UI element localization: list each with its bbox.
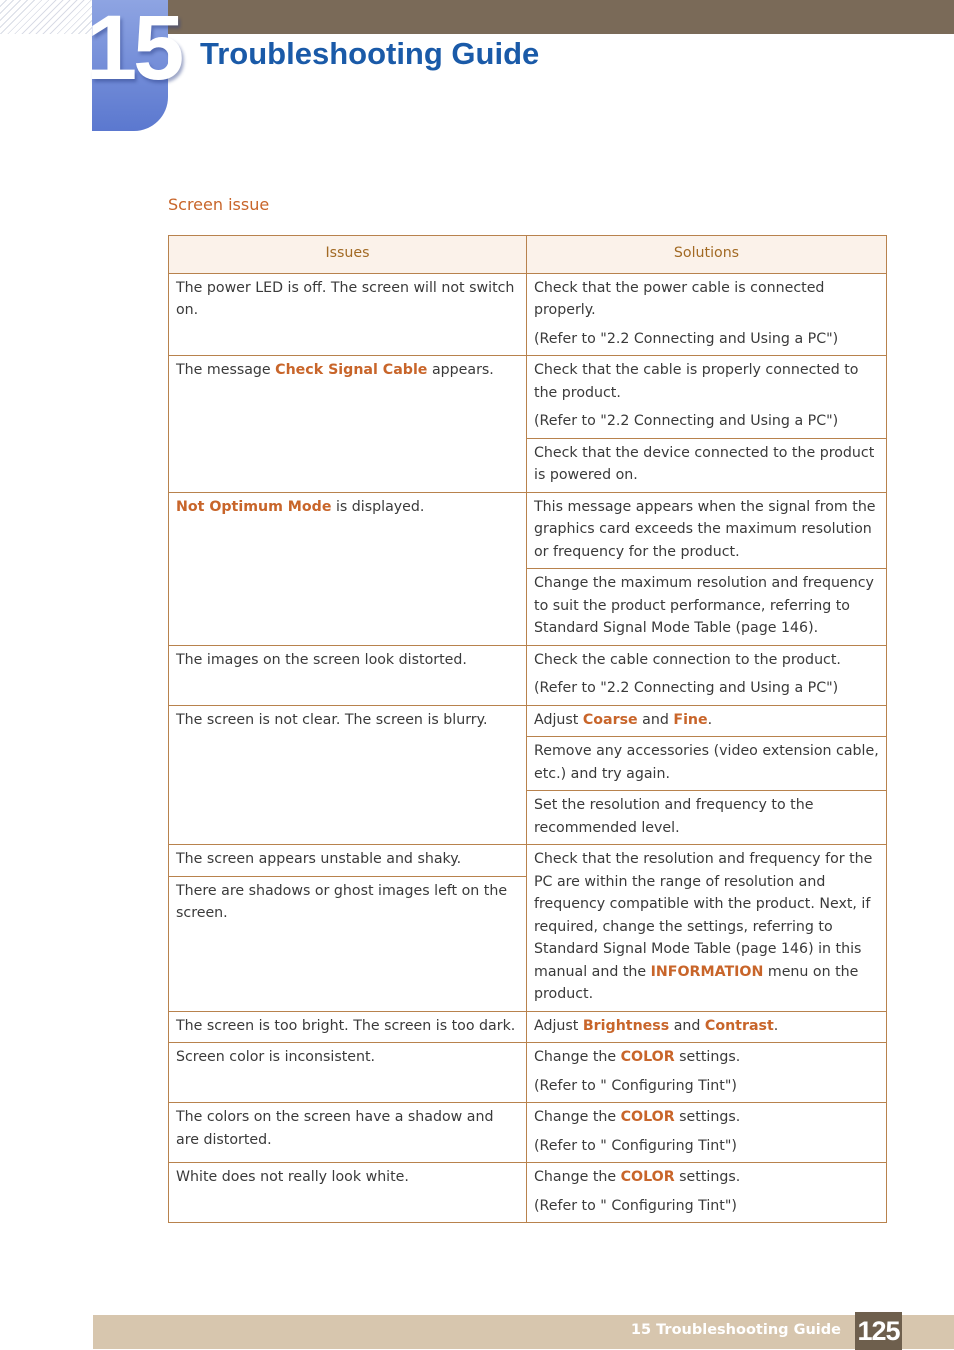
table-row [169,1163,887,1223]
table-row [169,1011,887,1043]
troubleshooting-table [168,235,887,1223]
table-header-row [169,236,887,274]
highlight-term: Not Optimum Mode [176,498,332,515]
header-hatch-pattern [0,0,92,34]
issue-cell [169,1103,527,1163]
solution-text-part: menu on the product. [534,963,859,1002]
solution-text [534,848,879,1006]
solution-cell [527,845,887,1012]
solution-text-part: settings. [674,1109,741,1125]
solution-text [534,709,879,732]
solution-cell [527,492,887,569]
issue-text-part: appears. [427,362,494,378]
solution-cell [527,737,887,791]
solution-reference: (Refer to "2.2 Connecting and Using a PC") [534,413,839,429]
solution-cell [527,1043,887,1103]
solution-text [534,1046,879,1069]
column-header-solutions: Solutions [527,236,887,274]
header-bar [92,0,954,34]
issue-cell [169,1043,527,1103]
issue-cell [169,645,527,705]
table-row [169,645,887,705]
issue-text: The screen is not clear. The screen is blurry. [176,711,488,728]
solution-cell [527,705,887,737]
page-number: 125 [855,1312,902,1350]
issue-text: The colors on the screen have a shadow and are distorted. [176,1109,494,1148]
highlight-term: Fine [673,711,708,728]
issue-text [176,359,519,382]
solution-text-part: . [707,711,713,728]
solution-cell [527,1011,887,1043]
solution-text: Set the resolution and frequency to the recommended level. [534,797,814,836]
solution-text-part: settings. [674,1169,741,1185]
issue-cell [169,273,527,356]
highlight-term: Contrast [704,1017,774,1034]
footer-chapter-label: 15 Troubleshooting Guide [630,1322,841,1338]
issue-cell [169,705,527,845]
solution-text-part: Change the [534,1169,621,1185]
section-title: Screen issue [168,195,270,214]
solution-reference: (Refer to " Configuring Tint") [534,1197,737,1214]
issue-cell [169,1163,527,1223]
solution-text-part: Check that the resolution and frequency for the PC are within the range of resolution and frequency compatible with the product. Next, if required, change the settings, referring to Standard Signal Mode Table (page 146) in this manual and the [534,851,873,980]
solution-cell [527,791,887,845]
issue-cell [169,876,527,1011]
issue-text: The screen appears unstable and shaky. [176,851,462,867]
table-row [169,273,887,356]
solution-text: Check that the device connected to the product is powered on. [534,444,875,483]
table-row [169,1043,887,1103]
issue-cell [169,1011,527,1043]
solution-text: Check that the power cable is connected properly. [534,279,825,318]
solution-text-part: Change the [534,1049,621,1065]
solution-text-part: . [773,1017,779,1034]
highlight-term: COLOR [620,1169,675,1185]
table-row [169,705,887,737]
solution-cell [527,645,887,705]
chapter-badge [86,0,181,131]
issue-cell [169,356,527,493]
solution-text-part: and [669,1017,705,1034]
solution-text-part: Change the [534,1109,621,1125]
solution-reference: (Refer to " Configuring Tint") [534,1137,737,1154]
solution-text [534,1106,879,1129]
solution-cell [527,356,887,439]
highlight-term: Check Signal Cable [275,362,428,378]
issue-text-part: The message [176,362,276,378]
issue-text: The images on the screen look distorted. [176,651,467,668]
issue-text: There are shadows or ghost images left on the screen. [176,882,508,921]
solution-text: This message appears when the signal from the graphics card exceeds the maximum resolution or frequency for the product. [534,498,876,560]
solution-text-part: settings. [674,1049,741,1065]
highlight-term: Brightness [582,1017,670,1034]
solution-cell [527,438,887,492]
solution-text [534,1015,879,1038]
solution-text [534,1166,879,1189]
highlight-term: INFORMATION [650,963,764,980]
solution-text: Change the maximum resolution and frequency to suit the product performance, referring to Standard Signal Mode Table (page 146). [534,575,874,636]
issue-cell [169,845,527,877]
table-row [169,492,887,569]
solution-text: Remove any accessories (video extension cable, etc.) and try again. [534,743,879,782]
solution-text: Check the cable connection to the product. [534,651,841,668]
issue-text [176,496,519,519]
solution-reference: (Refer to "2.2 Connecting and Using a PC") [534,330,839,347]
solution-reference: (Refer to "2.2 Connecting and Using a PC") [534,680,839,696]
solution-cell [527,273,887,356]
table-row [169,845,887,877]
highlight-term: Coarse [582,711,638,728]
solution-text: Check that the cable is properly connected to the product. [534,362,859,401]
issue-text: The power LED is off. The screen will not switch on. [176,279,515,318]
solution-cell [527,1103,887,1163]
solution-cell [527,569,887,646]
highlight-term: COLOR [620,1049,675,1065]
solution-text-part: Adjust [534,1017,583,1034]
solution-cell [527,1163,887,1223]
column-header-issues: Issues [169,236,527,274]
issue-text-part: is displayed. [331,498,425,515]
solution-reference: (Refer to " Configuring Tint") [534,1077,737,1094]
issue-text: The screen is too bright. The screen is too dark. [176,1017,516,1034]
issue-text: White does not really look white. [176,1169,409,1185]
issue-cell [169,492,527,645]
table-row [169,1103,887,1163]
solution-text-part: Adjust [534,711,583,728]
page-title: Troubleshooting Guide [200,36,540,71]
chapter-number: 15 [86,0,181,99]
table-row [169,356,887,439]
issue-text: Screen color is inconsistent. [176,1049,376,1065]
highlight-term: COLOR [620,1109,675,1125]
solution-text-part: and [637,711,674,728]
